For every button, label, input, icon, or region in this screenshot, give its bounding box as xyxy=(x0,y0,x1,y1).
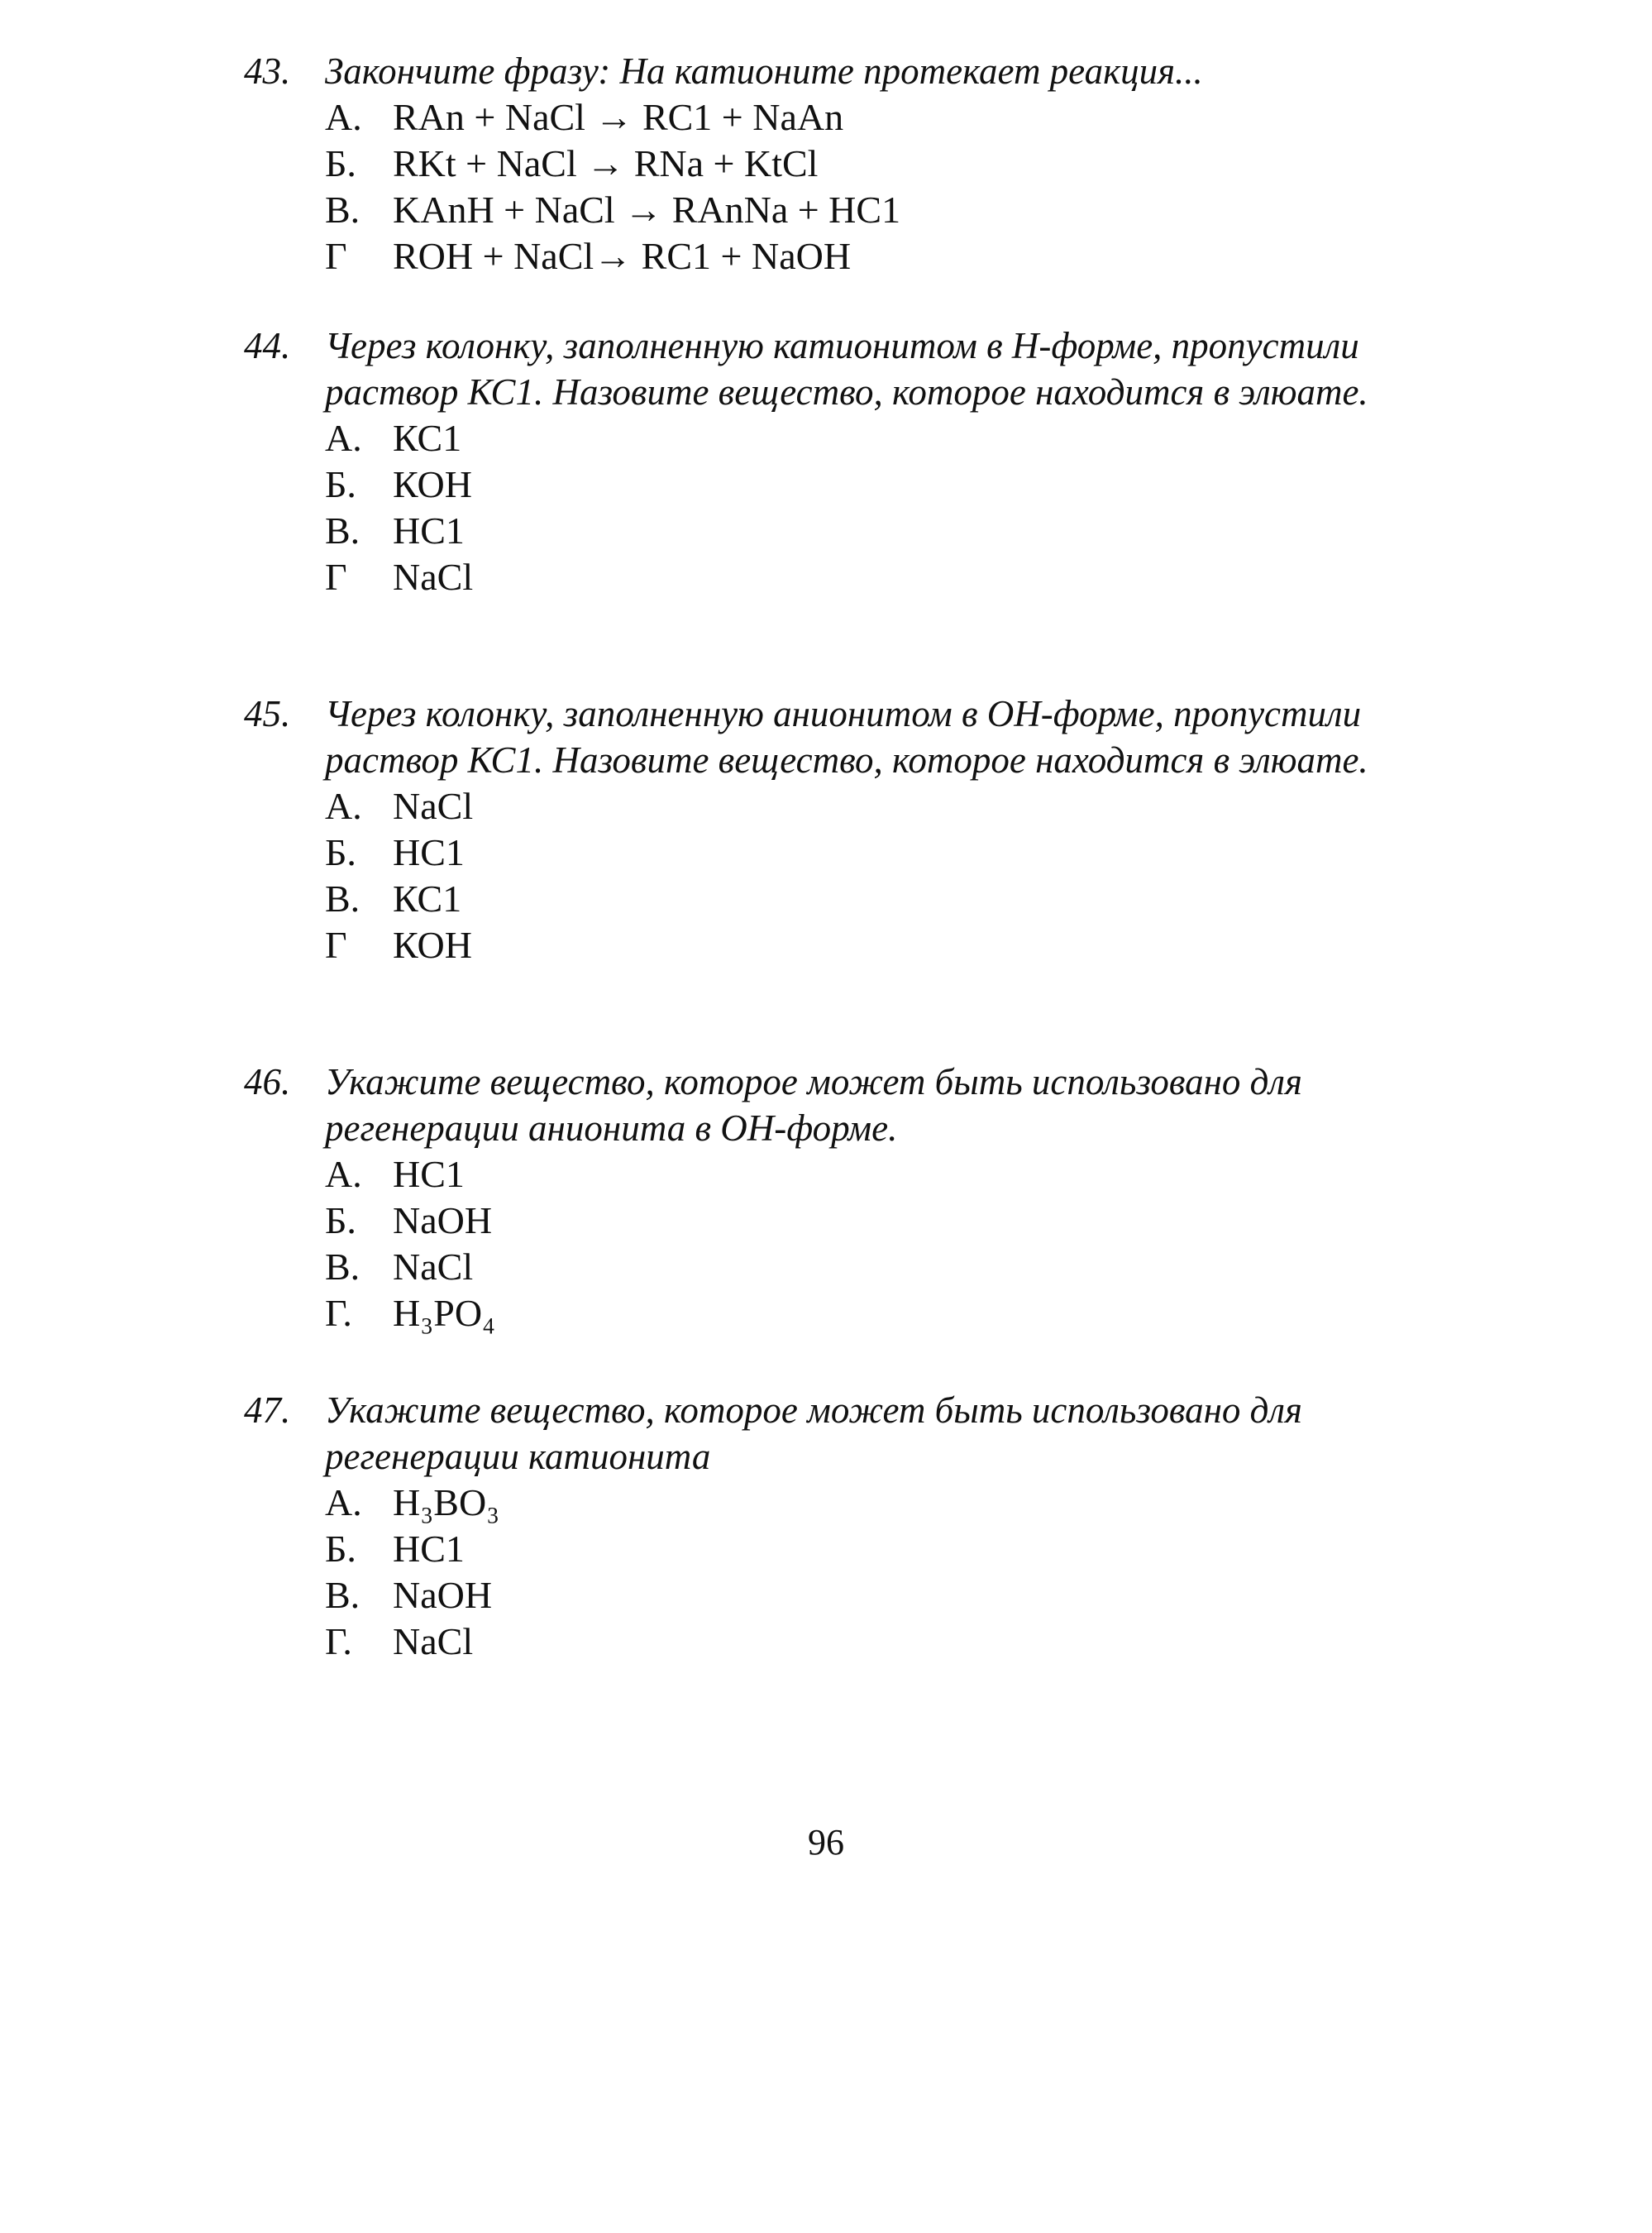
option-letter: В. xyxy=(325,509,360,552)
option-letter: В. xyxy=(325,1246,360,1288)
question-header xyxy=(244,48,1418,94)
option-text: RAn + NaCl → RC1 + NaAn xyxy=(393,96,844,138)
answer-option-g xyxy=(244,1290,1418,1336)
answer-option-v xyxy=(244,1572,1418,1619)
option-text: KAnH + NaCl → RAnNa + HC1 xyxy=(393,189,901,231)
option-letter: В. xyxy=(325,189,360,231)
answer-option-b xyxy=(244,141,1418,187)
question-text: Закончите фразу: На катионите протекает реакция... xyxy=(325,50,1203,92)
question-45 xyxy=(244,691,1418,968)
option-letter: В. xyxy=(325,1574,360,1616)
option-text: КС1 xyxy=(393,417,462,459)
option-letter: Г. xyxy=(325,1620,352,1662)
answer-option-v xyxy=(244,1244,1418,1290)
question-header xyxy=(244,1059,1418,1151)
answer-options xyxy=(244,1151,1418,1336)
option-text: H₃BO₃ xyxy=(393,1481,500,1523)
option-letter: Б. xyxy=(325,831,356,873)
option-letter: А. xyxy=(325,96,362,138)
answer-option-a xyxy=(244,1151,1418,1198)
option-letter: В. xyxy=(325,877,360,920)
answer-options xyxy=(244,415,1418,600)
option-text: NaOH xyxy=(393,1199,493,1241)
answer-option-g xyxy=(244,922,1418,968)
option-text: НС1 xyxy=(393,1153,465,1195)
option-letter: Б. xyxy=(325,142,356,184)
answer-option-b xyxy=(244,461,1418,508)
option-letter: А. xyxy=(325,1481,362,1523)
option-text: КОН xyxy=(393,924,472,966)
option-text: КОН xyxy=(393,463,472,505)
answer-option-v xyxy=(244,876,1418,922)
answer-options xyxy=(244,783,1418,968)
question-text: Через колонку, заполненную анионитом в ОН-форме, пропустили раствор КС1. Назовите вещество, которое находится в элюате. xyxy=(325,693,1368,781)
option-letter: Б. xyxy=(325,1528,356,1570)
answer-option-b xyxy=(244,830,1418,876)
answer-option-g xyxy=(244,233,1418,280)
question-text: Укажите вещество, которое может быть использовано для регенерации анионита в ОН-форме. xyxy=(325,1061,1302,1149)
option-text: NaCl xyxy=(393,556,474,598)
question-number: 43. xyxy=(244,50,291,92)
option-text: НС1 xyxy=(393,509,465,552)
question-text: Через колонку, заполненную катионитом в Н-форме, пропустили раствор КС1. Назовите вещество, которое находится в элюате. xyxy=(325,325,1368,413)
option-text: НС1 xyxy=(393,831,465,873)
option-letter: А. xyxy=(325,417,362,459)
option-letter: Б. xyxy=(325,1199,356,1241)
option-text: ROH + NaCl→ RC1 + NaOH xyxy=(393,235,852,277)
question-header xyxy=(244,691,1418,783)
answer-option-v xyxy=(244,187,1418,233)
option-letter: А. xyxy=(325,1153,362,1195)
option-text: H₃PO₄ xyxy=(393,1292,496,1334)
answer-option-a xyxy=(244,1480,1418,1526)
answer-option-g xyxy=(244,1619,1418,1665)
option-letter: Г xyxy=(325,924,347,966)
option-letter: Г xyxy=(325,556,347,598)
option-letter: А. xyxy=(325,785,362,827)
option-letter: Г xyxy=(325,235,347,277)
option-text: NaOH xyxy=(393,1574,493,1616)
answer-options xyxy=(244,94,1418,280)
answer-option-b xyxy=(244,1526,1418,1572)
page-number: 96 xyxy=(808,1822,844,1862)
answer-option-g xyxy=(244,554,1418,600)
option-text: RKt + NaCl → RNa + KtCl xyxy=(393,142,819,184)
option-text: NaCl xyxy=(393,1620,474,1662)
question-number: 45. xyxy=(244,693,291,734)
option-text: КС1 xyxy=(393,877,462,920)
option-text: NaCl xyxy=(393,785,474,827)
option-letter: Г. xyxy=(325,1292,352,1334)
question-header xyxy=(244,1387,1418,1480)
answer-options xyxy=(244,1480,1418,1665)
question-number: 47. xyxy=(244,1389,291,1431)
option-text: НС1 xyxy=(393,1528,465,1570)
question-44 xyxy=(244,323,1418,600)
answer-option-b xyxy=(244,1198,1418,1244)
answer-option-a xyxy=(244,94,1418,141)
option-text: NaCl xyxy=(393,1246,474,1288)
option-letter: Б. xyxy=(325,463,356,505)
answer-option-a xyxy=(244,415,1418,461)
question-46 xyxy=(244,1059,1418,1336)
question-header xyxy=(244,323,1418,415)
answer-option-v xyxy=(244,508,1418,554)
question-43 xyxy=(244,48,1418,280)
question-number: 46. xyxy=(244,1061,291,1102)
question-number: 44. xyxy=(244,325,291,366)
answer-option-a xyxy=(244,783,1418,830)
question-47 xyxy=(244,1387,1418,1665)
question-text: Укажите вещество, которое может быть использовано для регенерации катионита xyxy=(325,1389,1302,1477)
